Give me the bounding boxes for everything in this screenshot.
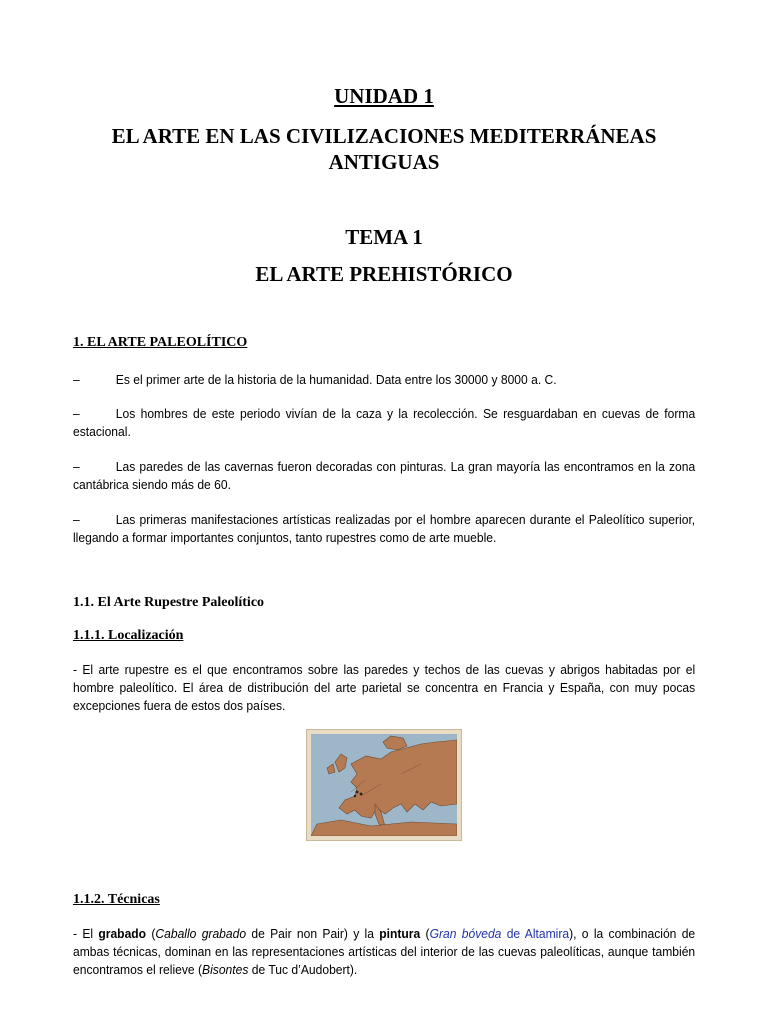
section-heading-tecnicas: 1.1.2. Técnicas (73, 892, 160, 907)
europe-map-drawing (311, 734, 457, 836)
bullet-dash: – (73, 512, 80, 527)
bullet-text: Es el primer arte de la historia de la humanidad. Data entre los 30000 y 8000 a. C. (115, 372, 557, 387)
unit-title-line2: ANTIGUAS (328, 150, 440, 174)
text-run: ), o la combinación de ambas técnicas, dominan en las representaciones artísticas del interior de las cuevas paleolíticas, aunque también encontramos el relieve ( (73, 926, 696, 977)
artwork-bisontes: Bisontes (202, 962, 249, 977)
unit-heading: UNIDAD 1 (334, 84, 434, 108)
tecnicas-paragraph (73, 925, 695, 979)
europe-map-image (306, 729, 462, 841)
unit-title-line1: EL ARTE EN LAS CIVILIZACIONES MEDITERRÁNEAS (111, 124, 657, 148)
text-run: - El (73, 926, 99, 941)
text-run: de Tuc d’Audobert). (248, 962, 358, 977)
localizacion-paragraph: - El arte rupestre es el que encontramos sobre las paredes y techos de las cuevas y abrigos habitadas por el hombre paleolítico. El área de distribución del arte parietal se concentra en Francia y España, con muy pocas excepciones fuera de estos dos países. (73, 662, 696, 713)
text-run: ( (146, 926, 156, 941)
bullet-text: Los hombres de este periodo vivían de la caza y la recolección. Se resguardaban en cuevas de forma estacional. (73, 406, 696, 439)
tema-title: EL ARTE PREHISTÓRICO (255, 262, 513, 286)
bullet-paragraph (73, 371, 695, 389)
link-altamira[interactable]: de Altamira (501, 926, 570, 941)
bullet-dash: – (73, 406, 80, 421)
section-heading-rupestre: 1.1. El Arte Rupestre Paleolítico (73, 595, 265, 610)
section-heading-localizacion: 1.1.1. Localización (73, 628, 184, 643)
bullet-dash: – (73, 459, 80, 474)
bullet-text: Las primeras manifestaciones artísticas realizadas por el hombre aparecen durante el Paleolítico superior, llegando a formar importantes conjuntos, tanto rupestres como de arte mueble. (73, 512, 696, 545)
bullet-paragraph (73, 511, 695, 547)
term-grabado: grabado (98, 926, 147, 941)
bullet-text: Las paredes de las cavernas fueron decoradas con pinturas. La gran mayoría las encontramos en la zona cantábrica siendo más de 60. (73, 459, 696, 492)
section-heading-paleolitico: 1. EL ARTE PALEOLÍTICO (73, 335, 248, 350)
bullet-paragraph (73, 405, 695, 441)
tema-heading: TEMA 1 (345, 225, 423, 249)
text-run: ( (420, 926, 430, 941)
bullet-dash: – (73, 372, 80, 387)
artwork-caballo-grabado: Caballo grabado (155, 926, 247, 941)
link-gran-boveda[interactable]: Gran bóveda (429, 926, 502, 941)
text-run: de Pair non Pair) y la (246, 926, 380, 941)
bullet-paragraph (73, 458, 695, 494)
term-pintura: pintura (379, 926, 421, 941)
unit-title (0, 123, 768, 175)
